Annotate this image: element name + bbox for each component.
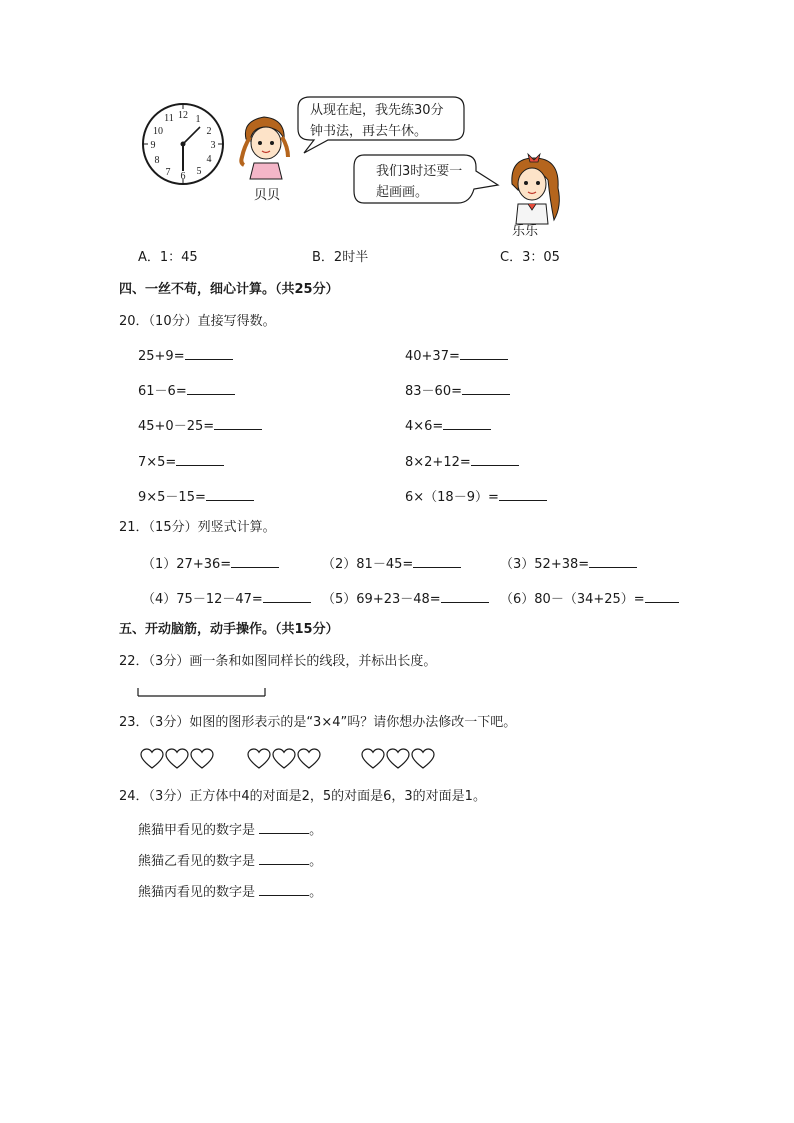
answer-blank[interactable] xyxy=(187,382,235,395)
clock-number: 1 xyxy=(195,114,201,125)
answer-blank[interactable] xyxy=(176,453,224,466)
q24-line: 熊猫乙看见的数字是 。 xyxy=(138,854,323,869)
option-c[interactable]: C．3：05 xyxy=(500,250,560,265)
q20-item: 9×5－15= xyxy=(138,488,254,504)
q20-item: 83－60= xyxy=(405,382,510,398)
lele-girl-icon xyxy=(500,150,570,225)
heart-group-2 xyxy=(248,749,320,768)
answer-blank[interactable] xyxy=(443,417,491,430)
clock-number: 8 xyxy=(154,155,160,166)
q22-label: 22．（3分）画一条和如图同样长的线段，并标出长度。 xyxy=(119,654,437,669)
clock-number: 6 xyxy=(180,171,186,182)
heart-group-3 xyxy=(362,749,434,768)
heart-icon xyxy=(141,749,163,768)
q21-item: （1）27+36= xyxy=(142,555,279,571)
hearts-figure xyxy=(140,747,450,771)
answer-blank[interactable] xyxy=(185,347,233,360)
clock-number: 7 xyxy=(165,167,171,178)
q21-item: （2）81－45= xyxy=(322,555,461,571)
answer-blank[interactable] xyxy=(231,555,279,568)
question-illustration xyxy=(130,95,610,245)
reference-segment xyxy=(137,686,267,700)
beibei-speech-line: 钟书法，再去午休。 xyxy=(310,124,428,139)
answer-blank[interactable] xyxy=(441,590,489,603)
q20-item: 6×（18－9）= xyxy=(405,488,547,504)
q21-item: （5）69+23－48= xyxy=(322,590,489,606)
heart-icon xyxy=(166,749,188,768)
clock-icon xyxy=(138,99,228,189)
answer-blank[interactable] xyxy=(645,590,679,603)
q23-label: 23．（3分）如图的图形表示的是“3×4”吗？请你想办法修改一下吧。 xyxy=(119,715,517,730)
q21-item: （3）52+38= xyxy=(500,555,637,571)
q20-item: 25+9= xyxy=(138,347,233,363)
lele-speech-line: 起画画。 xyxy=(376,185,429,200)
answer-blank[interactable] xyxy=(499,488,547,501)
clock-number: 4 xyxy=(206,154,212,165)
answer-blank[interactable] xyxy=(413,555,461,568)
heart-icon xyxy=(362,749,384,768)
answer-blank[interactable] xyxy=(259,883,309,896)
answer-blank[interactable] xyxy=(471,453,519,466)
answer-blank[interactable] xyxy=(460,347,508,360)
q24-label: 24．（3分）正方体中4的对面是2，5的对面是6，3的对面是1。 xyxy=(119,789,486,804)
q20-item: 40+37= xyxy=(405,347,508,363)
heart-icon xyxy=(191,749,213,768)
answer-blank[interactable] xyxy=(462,382,510,395)
q21-item: （4）75－12－47= xyxy=(142,590,311,606)
q20-item: 7×5= xyxy=(138,453,224,469)
q20-item: 4×6= xyxy=(405,417,491,433)
clock-number: 12 xyxy=(178,110,188,121)
heart-group-1 xyxy=(141,749,213,768)
q24-line: 熊猫丙看见的数字是 。 xyxy=(138,885,323,900)
heart-icon xyxy=(387,749,409,768)
section-5-title: 五、开动脑筋，动手操作。（共15分） xyxy=(119,622,339,637)
heart-icon xyxy=(298,749,320,768)
q21-item: （6）80－（34+25）= xyxy=(500,590,679,606)
clock-number: 11 xyxy=(164,113,174,124)
option-b[interactable]: B．2时半 xyxy=(312,250,369,265)
lele-name: 乐乐 xyxy=(512,224,539,239)
clock-number: 9 xyxy=(150,140,156,151)
q21-label: 21．（15分）列竖式计算。 xyxy=(119,520,276,535)
beibei-speech-line: 从现在起，我先练30分 xyxy=(310,103,444,118)
beibei-girl-icon xyxy=(236,111,296,181)
clock-number: 3 xyxy=(210,140,216,151)
section-4-title: 四、一丝不苟，细心计算。（共25分） xyxy=(119,282,339,297)
heart-icon xyxy=(273,749,295,768)
answer-blank[interactable] xyxy=(263,590,311,603)
q20-item: 8×2+12= xyxy=(405,453,519,469)
q24-line: 熊猫甲看见的数字是 。 xyxy=(138,823,323,838)
answer-blank[interactable] xyxy=(589,555,637,568)
answer-blank[interactable] xyxy=(214,417,262,430)
option-a[interactable]: A．1：45 xyxy=(138,250,198,265)
heart-icon xyxy=(248,749,270,768)
answer-blank[interactable] xyxy=(206,488,254,501)
lele-speech-line: 我们3时还要一 xyxy=(376,164,463,179)
beibei-name: 贝贝 xyxy=(254,188,281,203)
answer-blank[interactable] xyxy=(259,821,309,834)
clock-number: 2 xyxy=(206,126,212,137)
clock-number: 10 xyxy=(153,126,163,137)
clock-number: 5 xyxy=(196,166,202,177)
q20-label: 20．（10分）直接写得数。 xyxy=(119,314,276,329)
answer-blank[interactable] xyxy=(259,852,309,865)
q20-item: 45+0－25= xyxy=(138,417,262,433)
heart-icon xyxy=(412,749,434,768)
q20-item: 61－6= xyxy=(138,382,235,398)
